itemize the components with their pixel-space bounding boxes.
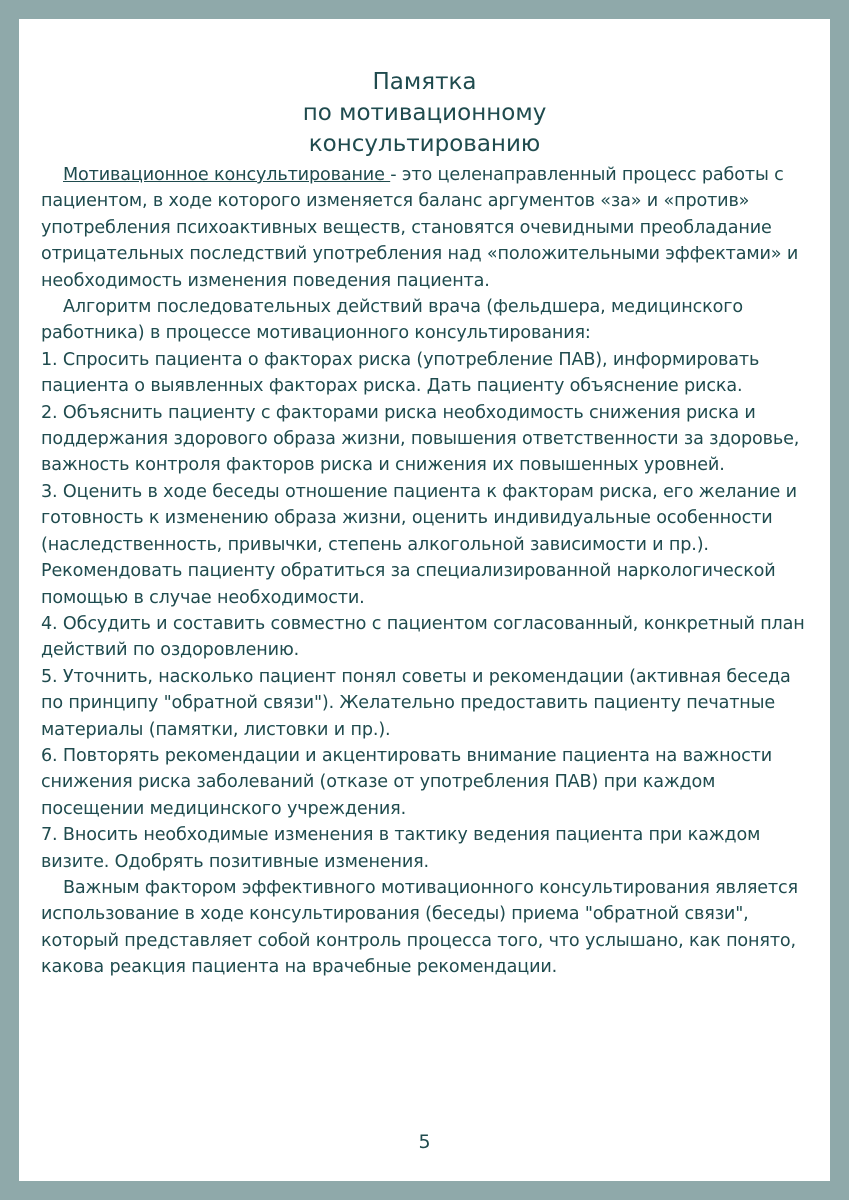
document-body [41,162,808,981]
conclusion-paragraph: Важным фактором эффективного мотивационного консультирования является использование в ходе консультирования (беседы) приема "обратной связи", который представляет собой контроль процесса того, что услышано, как понято, какова реакция пациента на врачебные рекомендации. [41,877,798,978]
page-number: 5 [418,1131,431,1153]
term-definition: - это целенаправленный процесс работы с пациентом, в ходе которого изменяется баланс аргументов «за» и «против» употребления психоактивных веществ, становятся очевидными преобладание отрицательных последствий употребления над «положительными эффектами» и необходимость изменения поведения пациента. [41,165,799,291]
title-line-3: консультированию [308,131,541,157]
step-6: 6. Повторять рекомендации и акцентировать внимание пациента на важности снижения риска заболеваний (отказе от употребления ПАВ) при каждом посещении медицинского учреждения. [41,745,773,819]
step-1: 1. Спросить пациента о факторах риска (употребление ПАВ), информировать пациента о выявленных факторах риска. Дать пациенту объяснение риска. [41,349,760,397]
algorithm-intro: Алгоритм последовательных действий врача (фельдшера, медицинского работника) в процессе мотивационного консультирования: [41,297,743,344]
document-title [41,67,808,160]
step-7: 7. Вносить необходимые изменения в тактику ведения пациента при каждом визите. Одобрять позитивные изменения. [41,825,761,872]
document-page [19,19,830,1181]
intro-paragraph [41,162,808,294]
title-line-1: Памятка [372,69,477,95]
title-line-2: по мотивационному [302,100,547,126]
step-4: 4. Обсудить и составить совместно с пациентом согласованный, конкретный план действий по оздоровлению. [41,613,805,661]
step-3: 3. Оценить в ходе беседы отношение пациента к факторам риска, его желание и готовность к изменению образа жизни, оценить индивидуальные особенности (наследственность, привычки, степень алкогольной зависимости и пр.). Рекомендовать пациенту обратиться за специализированной наркологической помощью в случае необходимости. [41,481,797,608]
step-5: 5. Уточнить, насколько пациент понял советы и рекомендации (активная беседа по принципу "обратной связи"). Желательно предоставить пациенту печатные материалы (памятки, листовки и пр.). [41,666,791,740]
defined-term: Мотивационное консультирование [63,165,391,185]
step-2: 2. Объяснить пациенту с факторами риска необходимость снижения риска и поддержания здорового образа жизни, повышения ответственности за здоровье, важность контроля факторов риска и снижения их повышенных уровней. [41,402,800,476]
